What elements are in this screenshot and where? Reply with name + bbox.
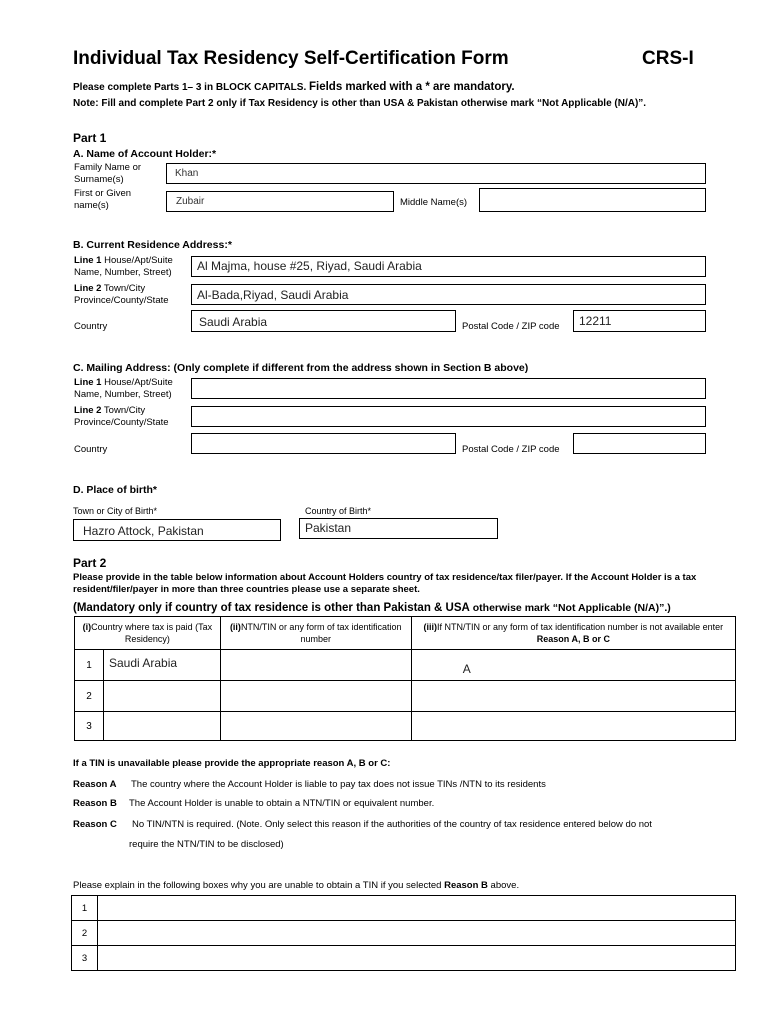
- explain-row: [72, 946, 736, 971]
- mail-line1-text: House/Apt/Suite Name, Number, Street): [74, 377, 173, 400]
- instructions-line-1: [73, 81, 515, 93]
- family-name-field[interactable]: [166, 163, 706, 184]
- table-row: [75, 650, 736, 681]
- col1-num: (i): [82, 622, 92, 632]
- mail-line2-bold: Line 2: [74, 405, 102, 416]
- part2-instructions: Please provide in the table below information about Account Holders country of tax residence/tax filer/payer. If the Account Holder is a tax resident/filer/payer in more than three countries please use a separate sheet.: [73, 572, 697, 595]
- table-row: [75, 712, 736, 741]
- explain-row: [72, 921, 736, 946]
- res-country-value: Saudi Arabia: [199, 315, 268, 329]
- row-number: 1: [75, 650, 104, 681]
- mail-country-label: Country: [74, 444, 108, 455]
- mail-line1-bold: Line 1: [74, 377, 102, 388]
- col-header-tin: [220, 617, 411, 650]
- explain-row-number: 2: [72, 921, 98, 946]
- table-header-row: [75, 617, 736, 650]
- instructions-note: Note: Fill and complete Part 2 only if Tax Residency is other than USA & Pakistan otherwise mark “Not Applicable (N/A)”.: [73, 98, 647, 109]
- res-line1-text: House/Apt/Suite Name, Number, Street): [74, 255, 173, 278]
- section-d-heading: D. Place of birth*: [73, 484, 158, 496]
- res-postal-value: 12211: [579, 314, 612, 328]
- birth-town-value: Hazro Attock, Pakistan: [83, 524, 204, 538]
- res-postal-field[interactable]: [573, 310, 706, 332]
- res-line2-bold: Line 2: [74, 283, 102, 294]
- mail-line2-text: Town/City Province/County/State: [74, 405, 169, 428]
- first-name-field[interactable]: [166, 191, 394, 212]
- row-tin-cell[interactable]: [220, 681, 411, 712]
- part2-mandatory-note: [73, 598, 671, 616]
- explain-text-c: above.: [487, 880, 520, 891]
- first-name-value: Zubair: [176, 196, 205, 207]
- row-reason-cell[interactable]: [411, 712, 735, 741]
- middle-name-label: Middle Name(s): [400, 197, 468, 208]
- family-name-value: Khan: [175, 168, 199, 179]
- mail-line1-label: [74, 377, 190, 401]
- table-row: [75, 681, 736, 712]
- birth-town-field[interactable]: [73, 519, 281, 541]
- row-number: 3: [75, 712, 104, 741]
- explain-row-field[interactable]: [98, 946, 736, 971]
- explain-row: [72, 896, 736, 921]
- part2-heading: Part 2: [73, 556, 107, 570]
- reason-a-label: Reason A: [73, 779, 117, 790]
- tax-residency-table: [74, 616, 736, 741]
- col2-text: NTN/TIN or any form of tax identification number: [240, 622, 402, 644]
- birth-country-field[interactable]: [299, 518, 498, 539]
- res-country-label: Country: [74, 321, 108, 332]
- row-country-cell[interactable]: Saudi Arabia: [104, 650, 221, 681]
- res-country-field[interactable]: [191, 310, 456, 332]
- explain-text-a: Please explain in the following boxes why you are unable to obtain a TIN if you selected: [73, 880, 445, 891]
- col-header-reason: [411, 617, 735, 650]
- explain-row-number: 1: [72, 896, 98, 921]
- form-code: CRS-I: [642, 48, 694, 69]
- part1-heading: Part 1: [73, 131, 107, 145]
- explain-row-field[interactable]: [98, 921, 736, 946]
- mail-postal-field[interactable]: [573, 433, 706, 454]
- mail-postal-label: Postal Code / ZIP code: [462, 444, 560, 455]
- mail-country-field[interactable]: [191, 433, 456, 454]
- section-b-heading: B. Current Residence Address:*: [73, 239, 232, 251]
- col-header-country: [75, 617, 221, 650]
- col3-reason: Reason A, B or C: [536, 634, 610, 644]
- mail-line1-field[interactable]: [191, 378, 706, 399]
- form-title: Individual Tax Residency Self-Certification Form: [73, 48, 509, 69]
- reason-b-text: The Account Holder is unable to obtain a NTN/TIN or equivalent number.: [129, 798, 435, 809]
- family-name-label: Family Name or Surname(s): [74, 162, 142, 185]
- explain-row-number: 3: [72, 946, 98, 971]
- row-tin-cell[interactable]: [220, 650, 411, 681]
- res-line1-field[interactable]: [191, 256, 706, 277]
- birth-country-value: Pakistan: [305, 521, 352, 535]
- row-reason-cell[interactable]: A: [411, 650, 735, 681]
- mail-line2-label: [74, 405, 190, 429]
- res-line1-bold: Line 1: [74, 255, 102, 266]
- reasons-heading: If a TIN is unavailable please provide the appropriate reason A, B or C:: [73, 758, 391, 769]
- res-line2-field[interactable]: [191, 284, 706, 305]
- instructions-capitals: Please complete Parts 1– 3 in BLOCK CAPITALS.: [73, 82, 307, 93]
- part2-mandatory-b: otherwise mark “Not Applicable (N/A)”.): [469, 602, 671, 614]
- section-a-heading: A. Name of Account Holder:*: [73, 148, 217, 160]
- reason-b-label: Reason B: [73, 798, 117, 809]
- mail-line2-field[interactable]: [191, 406, 706, 427]
- row-number: 2: [75, 681, 104, 712]
- birth-country-label: Country of Birth*: [305, 506, 372, 516]
- instructions-mandatory: Fields marked with a * are mandatory.: [309, 81, 515, 93]
- res-line2-value: Al-Bada,Riyad, Saudi Arabia: [197, 288, 349, 302]
- explain-row-field[interactable]: [98, 896, 736, 921]
- row-country-cell[interactable]: [104, 681, 221, 712]
- col3-text: If NTN/TIN or any form of tax identification number is not available enter: [437, 622, 724, 632]
- reason-a-text: The country where the Account Holder is liable to pay tax does not issue TINs /NTN to its residents: [131, 779, 546, 790]
- explain-instructions: [73, 880, 519, 891]
- section-c-heading: C. Mailing Address: (Only complete if different from the address shown in Section B above): [73, 362, 529, 374]
- res-line1-value: Al Majma, house #25, Riyad, Saudi Arabia: [197, 259, 422, 273]
- explain-text-b: Reason B: [444, 880, 488, 891]
- col3-num: (iii): [423, 622, 438, 632]
- part2-mandatory-a: (Mandatory only if country of tax residence is other than Pakistan & USA: [73, 602, 470, 614]
- row-tin-cell[interactable]: [220, 712, 411, 741]
- col1-text: Country where tax is paid (Tax Residency): [91, 622, 213, 644]
- first-name-label: First or Given name(s): [74, 188, 132, 211]
- middle-name-field[interactable]: [479, 188, 706, 212]
- row-reason-cell[interactable]: [411, 681, 735, 712]
- res-line2-label: [74, 283, 190, 307]
- reason-c-text-cont: require the NTN/TIN to be disclosed): [129, 839, 284, 850]
- explain-table: [71, 895, 736, 971]
- reason-c-label: Reason C: [73, 819, 117, 830]
- row-country-cell[interactable]: [104, 712, 221, 741]
- res-postal-label: Postal Code / ZIP code: [462, 321, 560, 332]
- reason-c-text: No TIN/NTN is required. (Note. Only select this reason if the authorities of the country of tax residence entered below do not: [132, 819, 652, 830]
- birth-town-label: Town or City of Birth*: [73, 506, 158, 516]
- res-line1-label: [74, 255, 190, 279]
- res-line2-text: Town/City Province/County/State: [74, 283, 169, 306]
- col2-num: (ii): [229, 622, 241, 632]
